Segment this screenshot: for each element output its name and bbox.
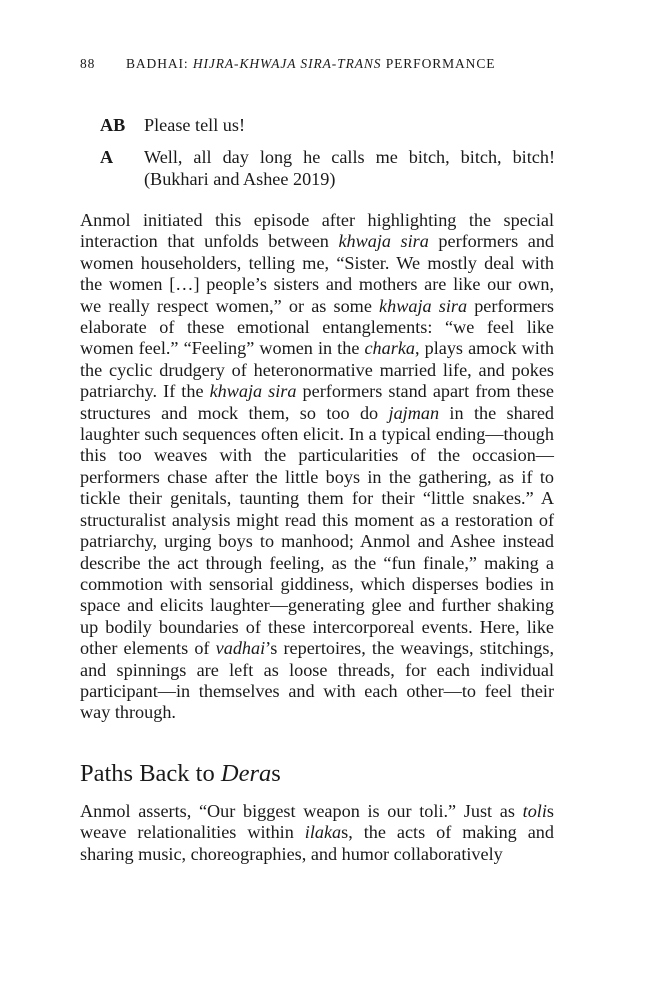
text-run: s, the acts of making and sharing music, choreographies, and humor collaboratively: [80, 822, 554, 864]
text-run: performers elaborate of these emotional entanglements: “we feel like women feel.” “Feeling” women in the: [80, 295, 554, 359]
text-run: Anmol asserts, “Our biggest weapon is our toli.” Just as: [80, 801, 523, 821]
dialogue-turn: [100, 115, 555, 137]
text-run: , plays amock with the cyclic drudgery of heteronormative married life, and pokes patriarchy. If the: [80, 338, 554, 402]
speaker-label: A: [100, 146, 114, 167]
italic-term: khwaja sira: [209, 381, 297, 402]
italic-term: charka: [364, 338, 415, 359]
body-paragraph: [80, 210, 554, 724]
dialogue-turn: [100, 147, 555, 191]
section-heading-suffix: s: [271, 760, 281, 787]
section-heading-italic: Dera: [220, 760, 272, 787]
running-head-title: [126, 56, 495, 71]
italic-term: khwaja sira: [338, 231, 429, 252]
italic-term: vadhai: [215, 638, 266, 659]
running-head-title-italic: HIJRA-KHWAJA SIRA-TRANS: [192, 56, 382, 71]
speaker-line: Well, all day long he calls me bitch, bitch, bitch! (Bukhari and Ashee 2019): [144, 146, 555, 189]
running-head-title-prefix: BADHAI:: [126, 56, 193, 71]
italic-term: ilaka: [304, 822, 342, 843]
dialogue-block: [100, 115, 555, 200]
speaker-line: Please tell us!: [144, 115, 246, 135]
italic-term: jajman: [388, 402, 440, 423]
text-run: performers and women householders, telling me, “Sister. We mostly deal with the women […] people’s sisters and mothers are like our own, we really respect women,” or as some: [80, 231, 555, 316]
running-head: [80, 56, 580, 72]
section-heading-text: Paths Back to: [80, 760, 221, 787]
body-paragraph: [80, 801, 554, 865]
page-number: 88: [80, 56, 96, 71]
text-run: Anmol initiated this episode after highlighting the special interaction that unfolds between: [80, 210, 554, 252]
text-run: ’s repertoires, the weavings, stitchings, and spinnings are left as loose threads, for each individual participant—in themselves and with each other—to feel their way through.: [80, 638, 554, 723]
text-run: s weave relationalities within: [80, 801, 554, 843]
speaker-label: AB: [100, 115, 126, 135]
running-head-title-suffix: PERFORMANCE: [381, 56, 496, 71]
text-run: performers stand apart from these structures and mock them, so too do: [80, 381, 554, 423]
section-heading: [80, 760, 281, 788]
italic-term: khwaja sira: [379, 295, 468, 316]
italic-term: toli: [522, 801, 547, 821]
text-run: in the shared laughter such sequences often elicit. In a typical ending—though this too weaves with the particularities of the occasion—performers chase after the little boys in the gathering, as if to tickle their genitals, taunting them for their “little snakes.” A structuralist analysis might read this moment as a restoration of patriarchy, urging boys to manhood; Anmol and Ashee instead describe the act through feeling, as the “fun finale,” making a commotion with sensorial giddiness, which disperses bodies in space and elicits laughter—generating glee and further shaking up bodily boundaries of these intercorporeal events. Here, like other elements of: [80, 402, 555, 659]
